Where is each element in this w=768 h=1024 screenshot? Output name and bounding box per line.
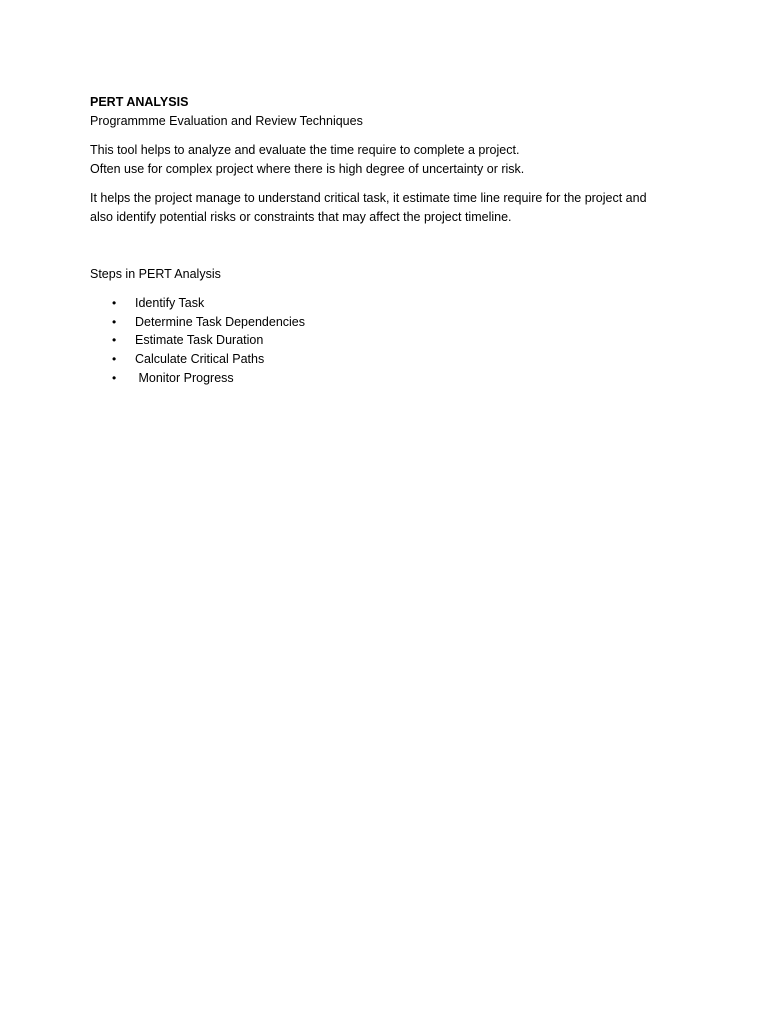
page-title: PERT ANALYSIS [90, 95, 189, 109]
step-label: Monitor Progress [135, 370, 234, 385]
page-subtitle: Programmme Evaluation and Review Techniques [90, 114, 363, 128]
purpose-line-2: also identify potential risks or constraints that may affect the project timeline. [90, 210, 512, 224]
bullet-icon: • [112, 333, 117, 348]
list-item [90, 369, 680, 388]
bullet-icon: • [112, 314, 117, 329]
list-item [90, 294, 680, 313]
list-item [90, 350, 680, 369]
bullet-icon: • [112, 352, 117, 367]
intro-line-1: This tool helps to analyze and evaluate the time require to complete a project. [90, 143, 520, 157]
step-label: Determine Task Dependencies [135, 314, 306, 329]
bullet-icon: • [112, 296, 117, 310]
intro-paragraph [90, 141, 680, 179]
list-item [90, 313, 680, 332]
document-body [90, 93, 680, 388]
step-label: Calculate Critical Paths [135, 352, 265, 367]
purpose-paragraph [90, 189, 680, 227]
steps-heading: Steps in PERT Analysis [90, 267, 221, 281]
step-label: Identify Task [135, 296, 205, 310]
purpose-line-1: It helps the project manage to understand critical task, it estimate time line require for the project and [90, 191, 647, 205]
list-item [90, 331, 680, 350]
step-label: Estimate Task Duration [135, 333, 264, 348]
intro-line-2: Often use for complex project where there is high degree of uncertainty or risk. [90, 162, 525, 176]
bullet-icon: • [112, 370, 117, 385]
steps-list [90, 294, 680, 388]
